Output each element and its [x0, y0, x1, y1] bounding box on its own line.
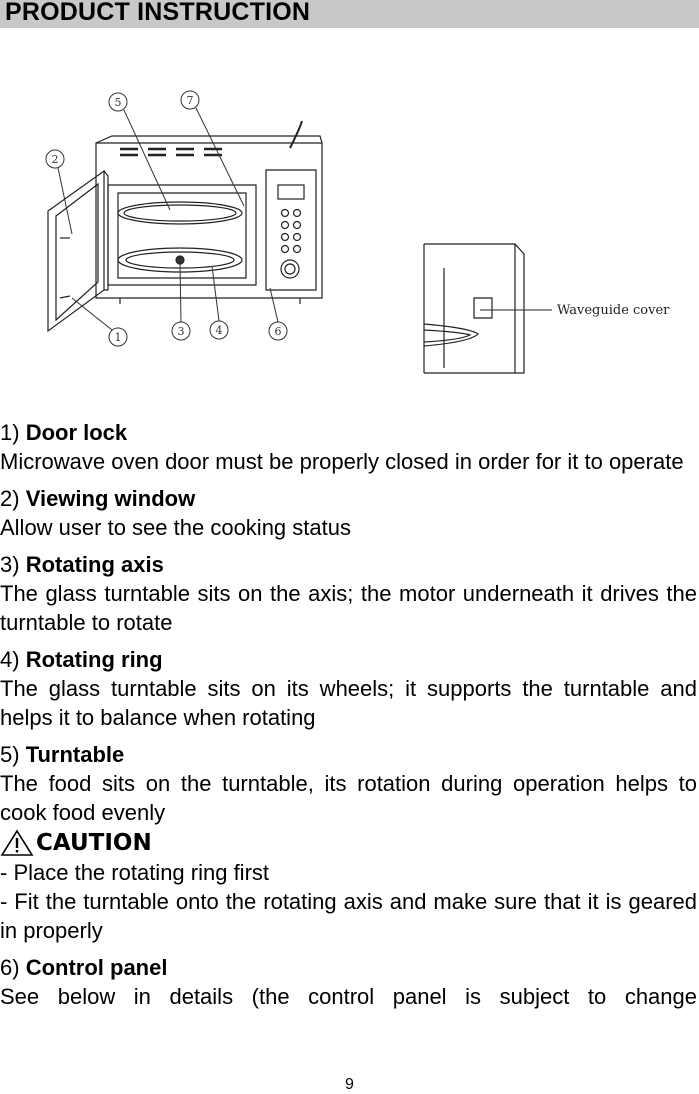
callout-6: 6: [274, 325, 282, 338]
item-number: 5): [0, 742, 20, 767]
list-item-rotating-ring: [0, 646, 697, 732]
component-list: [0, 419, 697, 1020]
item-number: 2): [0, 486, 20, 511]
item-title: Turntable: [25, 742, 125, 767]
item-title: Viewing window: [25, 486, 196, 511]
item-title: Rotating ring: [25, 647, 163, 672]
callout-4: 4: [215, 324, 223, 337]
callout-3: 3: [177, 325, 185, 338]
caution-line: - Fit the turntable onto the rotating axis and make sure that it is geared in properly: [0, 889, 697, 943]
warning-icon: [0, 829, 34, 857]
item-title: Rotating axis: [25, 552, 164, 577]
item-number: 6): [0, 955, 20, 980]
caution-label: CAUTION: [36, 829, 152, 856]
callout-7: 7: [186, 94, 194, 107]
callout-1: 1: [114, 331, 122, 344]
item-description: Microwave oven door must be properly closed in order for it to operate: [0, 449, 684, 474]
microwave-diagram: [0, 28, 699, 398]
list-item-door-lock: [0, 419, 697, 476]
item-description: The food sits on the turntable, its rotation during operation helps to cook food evenly: [0, 771, 697, 825]
waveguide-label: Waveguide cover: [557, 303, 670, 318]
item-description: The glass turntable sits on the axis; the motor underneath it drives the turntable to rotate: [0, 581, 697, 635]
caution-heading: [0, 827, 697, 858]
callout-5: 5: [114, 96, 122, 109]
item-description: Allow user to see the cooking status: [0, 515, 351, 540]
item-title: Door lock: [25, 420, 128, 445]
section-header: [0, 0, 699, 28]
item-number: 4): [0, 647, 20, 672]
page-number: 9: [345, 1076, 354, 1093]
item-number: 1): [0, 420, 20, 445]
section-title: PRODUCT INSTRUCTION: [5, 0, 311, 26]
list-item-control-panel: [0, 954, 697, 1011]
callout-2: 2: [51, 153, 59, 166]
list-item-rotating-axis: [0, 551, 697, 637]
item-number: 3): [0, 552, 20, 577]
caution-line: - Place the rotating ring first: [0, 860, 270, 885]
item-description: The glass turntable sits on its wheels; it supports the turntable and helps it to balance when rotating: [0, 676, 697, 730]
list-item-viewing-window: [0, 485, 697, 542]
caution-block: [0, 827, 697, 945]
list-item-turntable: [0, 741, 697, 827]
item-title: Control panel: [25, 955, 168, 980]
item-description: See below in details (the control panel is subject to change: [0, 984, 697, 1009]
